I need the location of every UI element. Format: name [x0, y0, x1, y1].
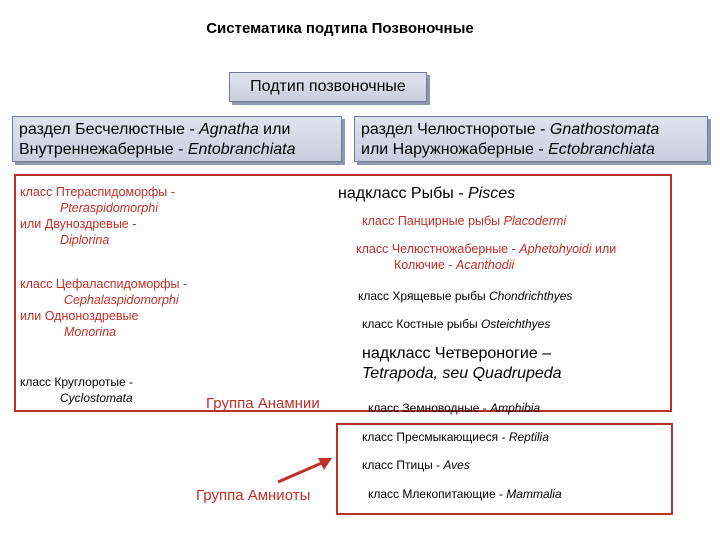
class-amphibia [368, 400, 540, 416]
class-cyclostomata [20, 374, 133, 406]
class-label: класс Птераспидоморфы - [20, 185, 175, 199]
class-alt-label: Колючие - [394, 258, 456, 272]
class-or: или [591, 242, 617, 256]
class-chondrichthyes [358, 288, 572, 304]
section-gnathostomata-name: раздел Челюстноротые - [361, 121, 550, 138]
section-agnatha-alt: Внутреннежаберные - [19, 141, 188, 158]
class-latin: Aphetohyoidi [519, 242, 592, 256]
superclass-latin: Pisces [467, 185, 516, 202]
class-aves [362, 457, 470, 473]
page-title: Систематика подтипа Позвоночные [206, 20, 474, 37]
section-agnatha-alt-latin: Entobranchiata [187, 141, 296, 158]
class-label: класс Птицы - [362, 458, 444, 472]
superclass-pisces [338, 184, 515, 204]
subphylum-box: Подтип позвоночные [229, 72, 427, 102]
class-alt-latin: Acanthodii [455, 258, 515, 272]
class-aphetohyoidi [356, 241, 616, 273]
class-latin: Pteraspidomorphi [60, 201, 158, 215]
class-label: класс Панцирные рыбы [362, 214, 504, 228]
section-gnathostomata [354, 116, 708, 162]
class-reptilia [362, 429, 549, 445]
superclass-tetrapoda [362, 344, 562, 384]
class-latin: Aves [443, 458, 470, 472]
class-label: класс Пресмыкающиеся - [362, 430, 509, 444]
section-agnatha [12, 116, 342, 162]
class-alt-latin: Diplorina [60, 233, 110, 247]
class-pteraspidomorphi [20, 184, 175, 248]
section-agnatha-name: раздел Бесчелюстные - [19, 121, 200, 138]
class-latin: Osteichthyes [480, 317, 551, 331]
section-agnatha-latin: Agnatha [199, 121, 259, 138]
section-agnatha-or: или [258, 121, 291, 138]
class-label: класс Круглоротые - [20, 375, 134, 389]
class-latin: Cephalaspidomorphi [64, 293, 179, 307]
class-latin: Amphibia [490, 401, 541, 415]
class-label: класс Хрящевые рыбы [358, 289, 489, 303]
class-latin: Placodermi [503, 214, 567, 228]
section-gnathostomata-alt-latin: Ectobranchiata [548, 141, 655, 158]
class-label: класс Костные рыбы [362, 317, 481, 331]
group-anamnia-label: Группа Анамнии [206, 395, 320, 412]
class-latin: Chondrichthyes [489, 289, 573, 303]
class-mammalia [368, 486, 562, 502]
class-latin: Cyclostomata [60, 391, 133, 405]
class-alt-label: или Однонoздревые [20, 309, 139, 323]
class-latin: Reptilia [508, 430, 549, 444]
superclass-latin: Tetrapoda, seu Quadrupeda [362, 365, 562, 382]
class-label: класс Млекопитающие - [368, 487, 507, 501]
section-gnathostomata-latin: Gnathostomata [549, 121, 660, 138]
amniota-arrow-icon [272, 452, 336, 488]
class-osteichthyes [362, 316, 550, 332]
class-cephalaspidomorphi [20, 276, 187, 340]
group-amniota-label: Группа Амниоты [196, 487, 311, 504]
class-alt-latin: Monorina [64, 325, 117, 339]
superclass-label: надкласс Четвероногие – [362, 345, 552, 362]
class-label: класс Челюстножаберные - [356, 242, 520, 256]
class-label: класс Цефаласпидоморфы - [20, 277, 188, 291]
frame-joint [192, 176, 196, 410]
class-placodermi [362, 213, 566, 229]
class-label: класс Земноводные - [368, 401, 491, 415]
section-gnathostomata-alt: или Наружножаберные - [361, 141, 549, 158]
class-alt-label: или Двуноздревые - [20, 217, 137, 231]
superclass-label: надкласс Рыбы - [338, 185, 468, 202]
class-latin: Mammalia [506, 487, 562, 501]
